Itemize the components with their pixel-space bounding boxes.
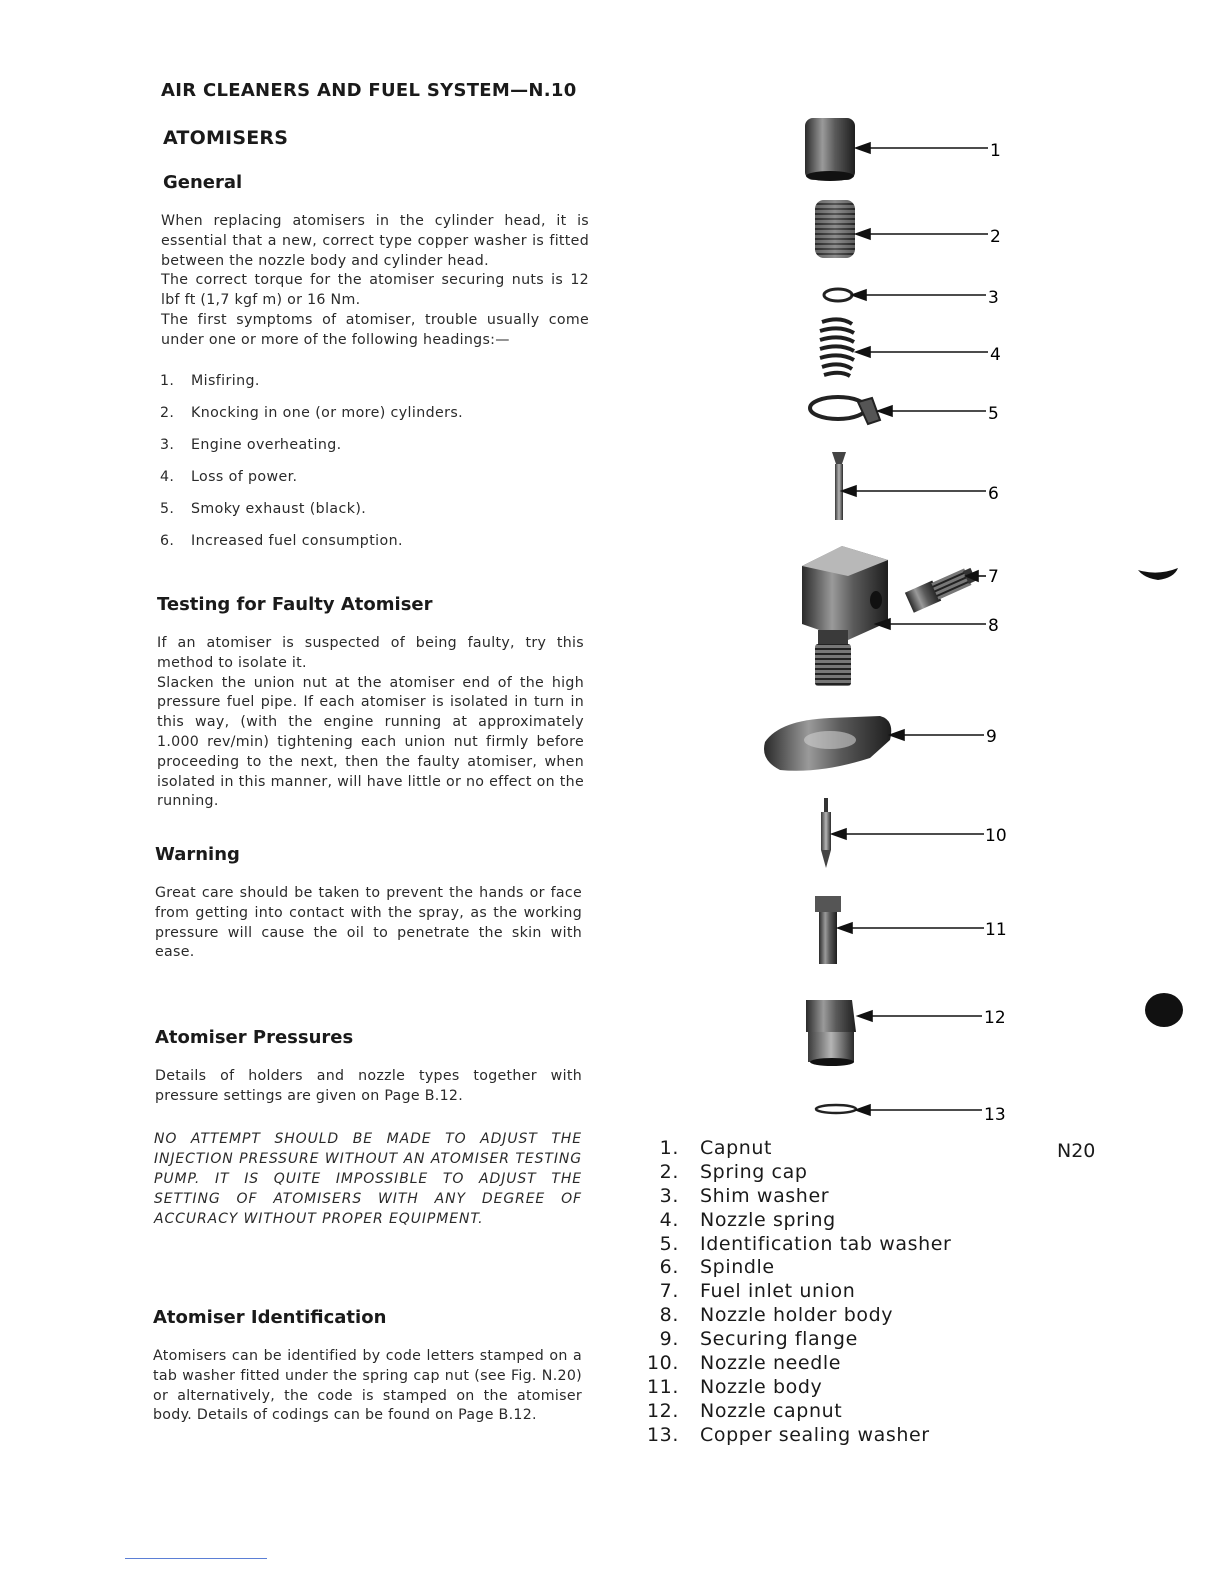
pressures-text: Details of holders and nozzle types together with pressure settings are given on Page B.12. (155, 1068, 582, 1104)
general-text (161, 212, 589, 351)
callout-label: 1 (990, 141, 1001, 161)
nozzle-capnut-part (806, 1000, 856, 1066)
list-item: 4. Loss of power. (160, 469, 298, 485)
list-item: 3. Shim washer (659, 1184, 830, 1207)
callout-label: 10 (985, 826, 1007, 846)
callout-label: 12 (984, 1008, 1006, 1028)
list-item: 7. Fuel inlet union (659, 1280, 856, 1303)
footer-rule (125, 1558, 267, 1559)
general-paragraph: The first symptoms of atomiser, trouble usually come under one or more of the following headings:— (161, 311, 589, 348)
shim-washer-part (824, 289, 852, 301)
list-item: 9. Securing flange (659, 1328, 858, 1351)
list-item: 6. Spindle (659, 1256, 775, 1279)
identification-heading: Atomiser Identification (153, 1307, 387, 1328)
nozzle-body-part (815, 896, 841, 964)
callout-label: 5 (988, 404, 999, 424)
callout-label: 6 (988, 484, 999, 504)
spring-cap-part (815, 200, 855, 258)
general-paragraph: When replacing atomisers in the cylinder head, it is essential that a new, correct type copper washer is fitted between the nozzle body and cylinder head. (161, 213, 589, 269)
list-item: 2. Spring cap (659, 1160, 808, 1183)
callout-label: 3 (988, 288, 999, 308)
callout-label: 4 (990, 345, 1001, 365)
figure-ref: N20 (1057, 1140, 1096, 1162)
general-heading: General (163, 172, 243, 193)
list-item: 11. Nozzle body (646, 1375, 823, 1398)
testing-text (157, 634, 584, 812)
securing-flange-part (764, 716, 891, 771)
list-item: 8. Nozzle holder body (659, 1304, 894, 1327)
callout-label: 2 (990, 227, 1001, 247)
page-title: ATOMISERS (163, 127, 289, 149)
list-item: 12. Nozzle capnut (646, 1399, 843, 1422)
spindle-part (832, 452, 846, 520)
callout-label: 13 (984, 1105, 1006, 1125)
testing-heading: Testing for Faulty Atomiser (157, 594, 433, 615)
nozzle-needle-part (821, 798, 831, 868)
identification-text: Atomisers can be identified by code letters stamped on a tab washer fitted under the spring cap nut (see Fig. N.20) or alternatively, the code is stamped on the atomiser body. Details of codings can be found on Page B.12. (153, 1348, 582, 1424)
atomiser-exploded-diagram (740, 105, 1040, 1135)
warning-text: Great care should be taken to prevent the hands or face from getting into contact with the spray, as the working pressure will cause the oil to penetrate the skin with ease. (155, 885, 582, 961)
binder-hole-marks (1130, 560, 1200, 1040)
list-item: 13. Copper sealing washer (646, 1423, 930, 1446)
fuel-inlet-union-part (905, 564, 978, 613)
copper-washer-part (816, 1105, 856, 1113)
list-item: 1. Capnut (659, 1137, 773, 1159)
nozzle-holder-body-part (802, 546, 888, 686)
callout-label: 11 (985, 920, 1007, 940)
list-item: 5. Smoky exhaust (black). (160, 501, 367, 517)
list-item: 4. Nozzle spring (659, 1208, 836, 1231)
list-item: 2. Knocking in one (or more) cylinders. (160, 405, 464, 421)
capnut-part (805, 118, 855, 181)
tab-washer-part (810, 397, 880, 424)
testing-paragraph: If an atomiser is suspected of being faulty, try this method to isolate it. (157, 635, 584, 671)
section-title: AIR CLEANERS AND FUEL SYSTEM—N.10 (161, 80, 577, 101)
list-item: 6. Increased fuel consumption. (160, 533, 403, 549)
callout-label: 8 (988, 616, 999, 636)
general-paragraph: The correct torque for the atomiser securing nuts is 12 lbf ft (1,7 kgf m) or 16 Nm. (161, 272, 589, 309)
nozzle-spring-part (820, 319, 854, 376)
symptom-list (160, 373, 463, 565)
pressures-heading: Atomiser Pressures (155, 1027, 354, 1048)
list-item: 10. Nozzle needle (646, 1352, 842, 1375)
caution-note: NO ATTEMPT SHOULD BE MADE TO ADJUST THE INJECTION PRESSURE WITHOUT AN ATOMISER TESTING PUMP. IT IS QUITE IMPOSSIBLE TO ADJUST THE SETTING OF ATOMISERS WITH ANY DEGREE OF ACCURACY WITHOUT PROPER EQUIPMENT. (154, 1131, 582, 1227)
parts-list (645, 1137, 951, 1448)
list-item: 1. Misfiring. (160, 373, 260, 389)
callout-label: 7 (988, 567, 999, 587)
testing-paragraph: Slacken the union nut at the atomiser end of the high pressure fuel pipe. If each atomiser is isolated in turn in this way, (with the engine running at approximately 1.000 rev/min) tightening each union nut firmly before proceeding to the next, then the faulty atomiser, when isolated in this manner, will have little or no effect on the running. (157, 674, 584, 810)
callout-label: 9 (986, 727, 997, 747)
list-item: 5. Identification tab washer (659, 1232, 952, 1255)
list-item: 3. Engine overheating. (160, 437, 342, 453)
warning-heading: Warning (155, 844, 240, 865)
